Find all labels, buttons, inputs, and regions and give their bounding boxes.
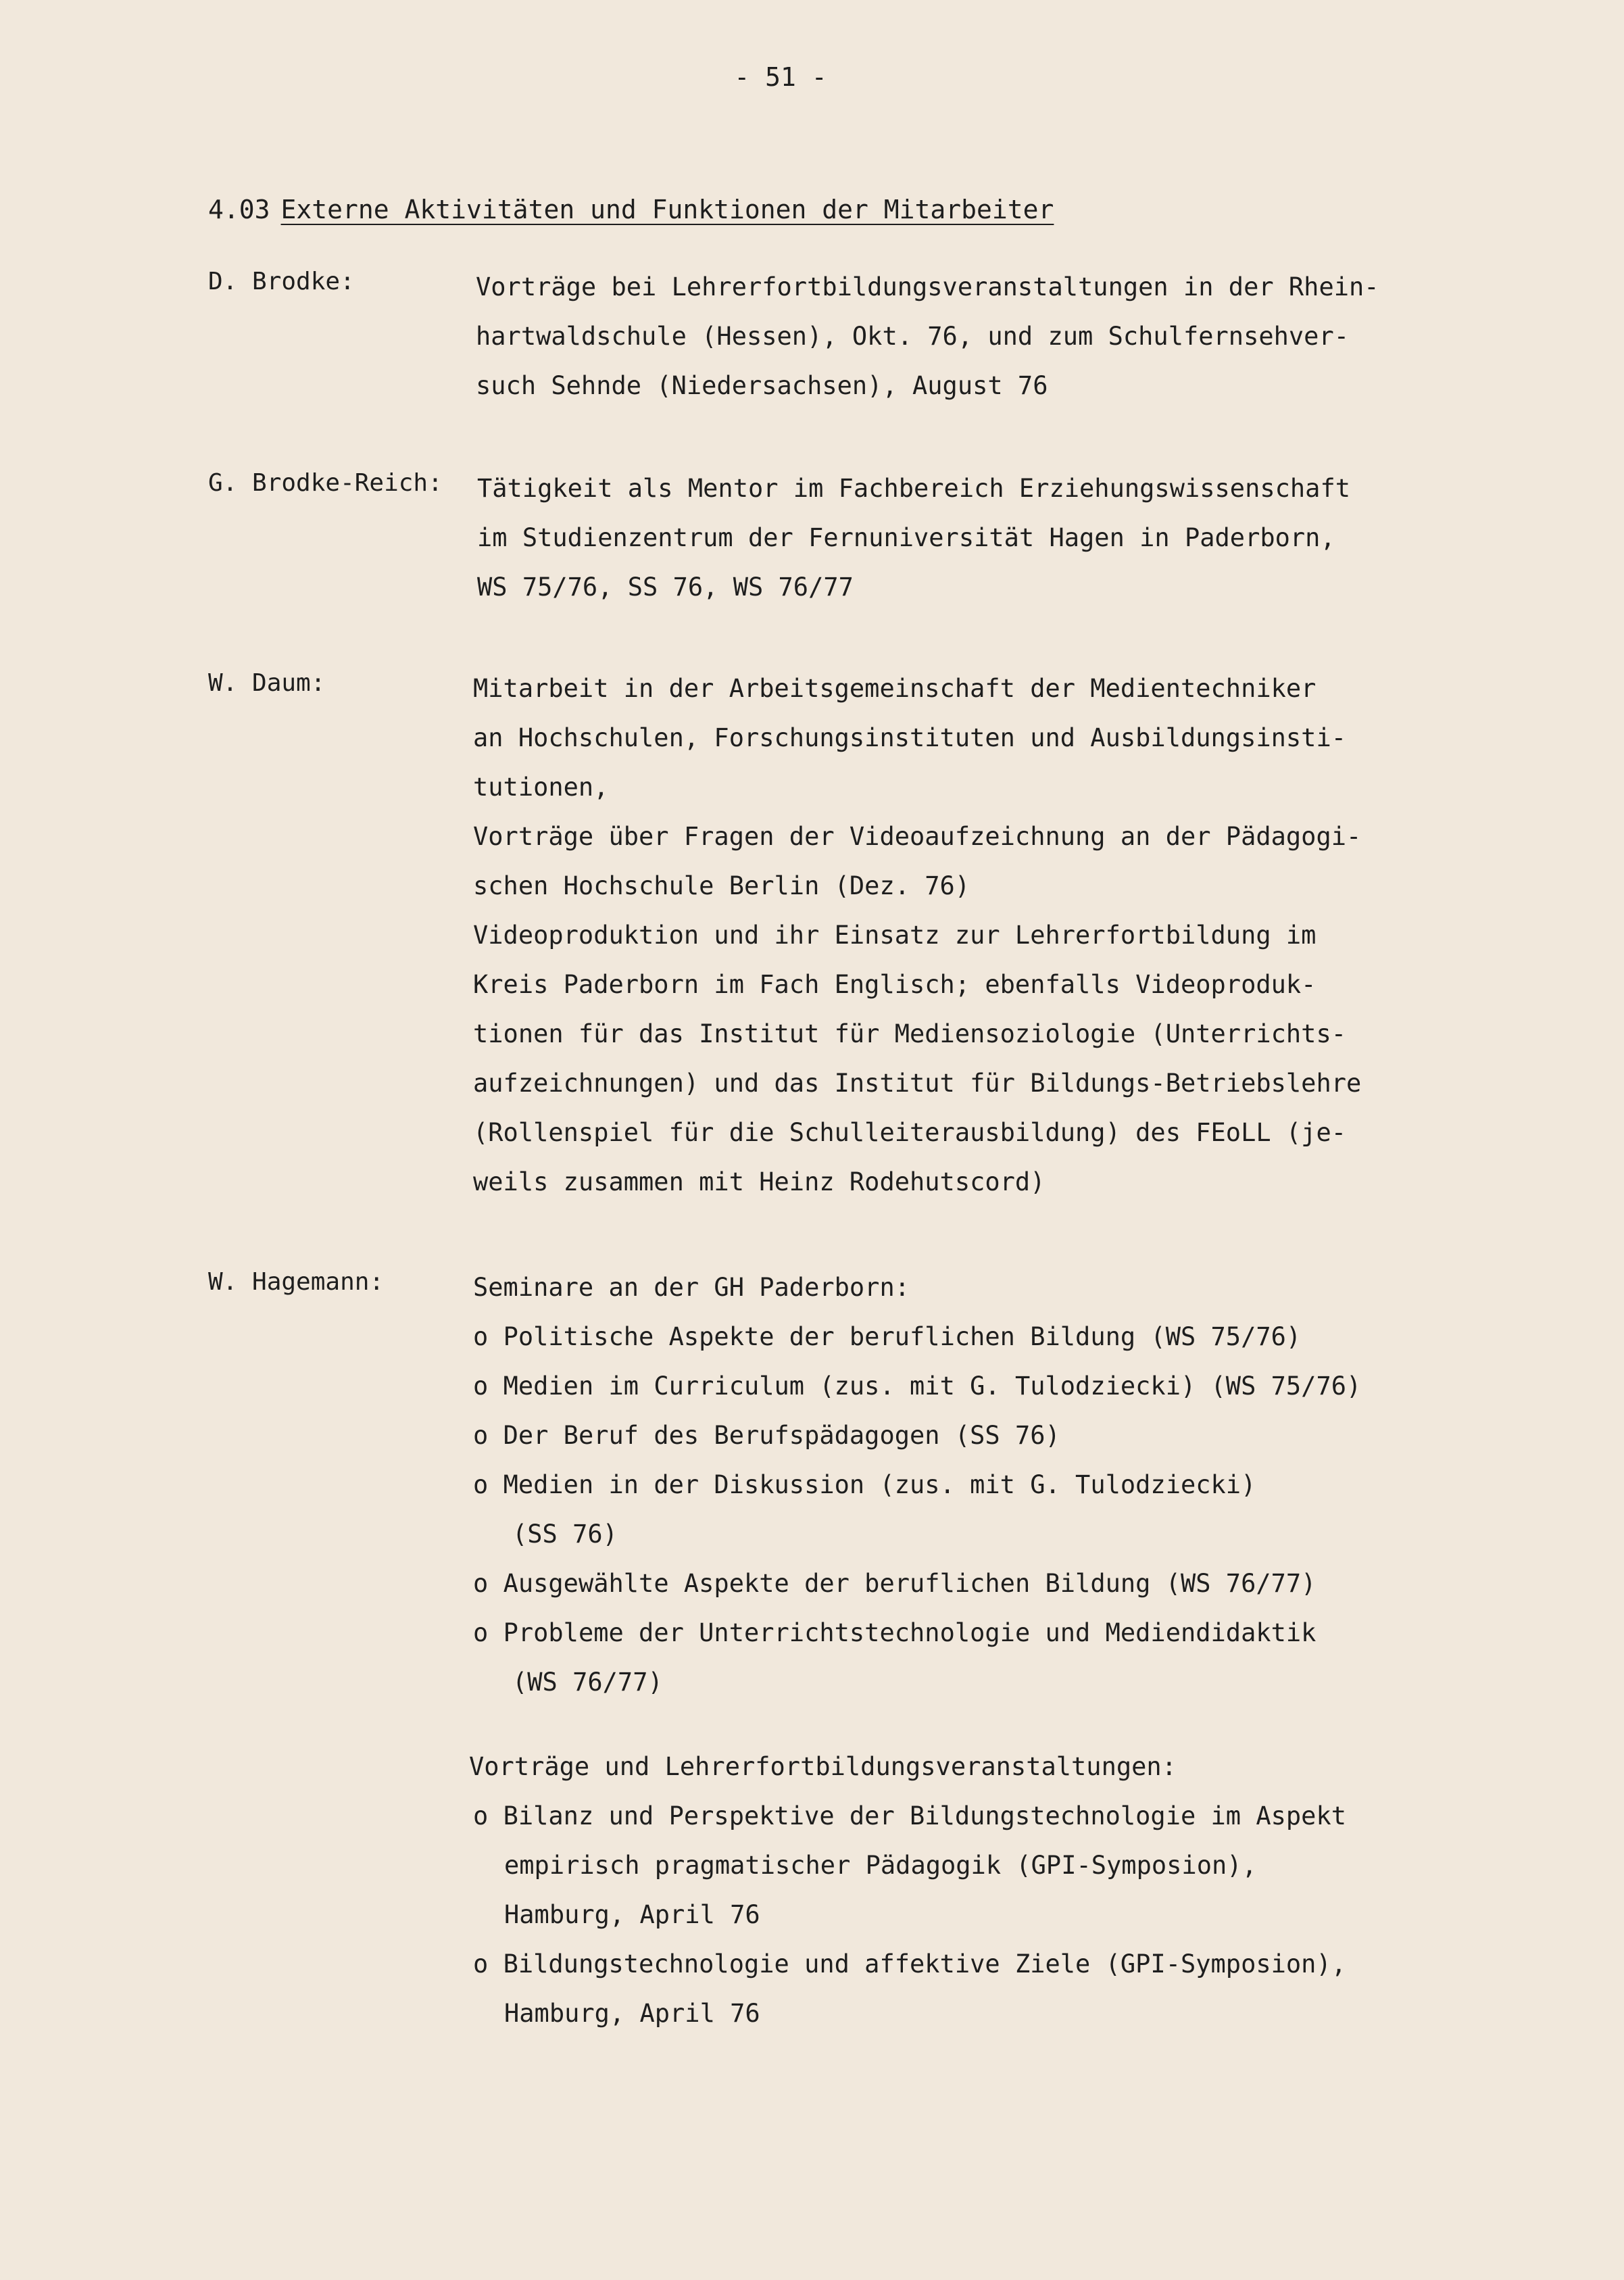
text-line: Tätigkeit als Mentor im Fachbereich Erziehungswissenschaft [477,474,1351,503]
bullet: o [473,1618,489,1647]
list-item-continuation: (WS 76/77) [512,1668,663,1697]
text-line: im Studienzentrum der Fernuniversität Hagen in Paderborn, [477,523,1335,552]
entry-content [473,664,1541,1207]
text-line: Videoproduktion und ihr Einsatz zur Lehrerfortbildung im [473,921,1317,950]
list-item-continuation: Hamburg, April 76 [504,1999,760,2028]
page-number: - 51 - [734,62,827,92]
bullet: o [473,1421,489,1450]
entry-name: D. Brodke: [208,268,355,295]
bullet: o [473,1569,489,1598]
list-item [473,1939,1541,1989]
list-item-text: Medien im Curriculum (zus. mit G. Tulodziecki) (WS 75/76) [503,1372,1362,1401]
list-item-text: Bilanz und Perspektive der Bildungstechnologie im Aspekt [503,1801,1347,1830]
entry-name: W. Daum: [208,669,326,697]
list-item [473,1608,1541,1657]
list-item [473,1312,1541,1361]
list-item-continuation: empirisch pragmatischer Pädagogik (GPI-Symposion), [504,1851,1257,1880]
text-line: tutionen, [473,773,609,802]
list-item-text: Ausgewählte Aspekte der beruflichen Bildung (WS 76/77) [503,1569,1317,1598]
list-item-continuation: (SS 76) [512,1520,618,1549]
text-line: (Rollenspiel für die Schulleiterausbildung) des FEoLL (je- [473,1118,1347,1147]
text-line: Kreis Paderborn im Fach Englisch; ebenfalls Videoproduk- [473,970,1317,999]
list-item [473,1411,1541,1460]
bullet: o [473,1372,489,1401]
text-line: Mitarbeit in der Arbeitsgemeinschaft der Medientechniker [473,674,1317,703]
list-item-text: Bildungstechnologie und affektive Ziele (GPI-Symposion), [503,1949,1347,1979]
list-item-text: Medien in der Diskussion (zus. mit G. Tulodziecki) [503,1470,1256,1499]
text-line: Vorträge über Fragen der Videoaufzeichnung an der Pädagogi- [473,822,1362,851]
entry-content [476,262,1544,410]
text-line: WS 75/76, SS 76, WS 76/77 [477,573,854,602]
text-line: Vorträge bei Lehrerfortbildungsveranstaltungen in der Rhein- [476,272,1379,301]
list-item [473,1460,1541,1509]
section-heading [208,195,1054,224]
list-item [473,1791,1541,1841]
text-line: aufzeichnungen) und das Institut für Bildungs-Betriebslehre [473,1069,1362,1098]
list-item-continuation: Hamburg, April 76 [504,1900,760,1929]
text-line: hartwaldschule (Hessen), Okt. 76, und zum Schulfernsehver- [476,322,1350,351]
bullet: o [473,1801,489,1830]
text-line: an Hochschulen, Forschungsinstituten und Ausbildungsinsti- [473,723,1347,752]
list-item-text: Probleme der Unterrichtstechnologie und Mediendidaktik [503,1618,1317,1647]
spacer [473,1707,1541,1742]
text-line: schen Hochschule Berlin (Dez. 76) [473,871,970,900]
section-number: 4.03 [208,195,270,224]
bullet: o [473,1470,489,1499]
bullet: o [473,1949,489,1979]
list-item [473,1361,1541,1411]
entry-content [477,464,1545,612]
entry-name: G. Brodke-Reich: [208,469,443,497]
text-line: tionen für das Institut für Mediensoziologie (Unterrichts- [473,1019,1347,1048]
text-line: such Sehnde (Niedersachsen), August 76 [476,371,1048,400]
list-item [473,1559,1541,1608]
bullet: o [473,1322,489,1351]
list-item-text: Politische Aspekte der beruflichen Bildung (WS 75/76) [503,1322,1302,1351]
section-title: Externe Aktivitäten und Funktionen der Mitarbeiter [280,195,1054,224]
entry-name: W. Hagemann: [208,1268,385,1296]
seminars-heading: Seminare an der GH Paderborn: [473,1273,910,1302]
list-item-text: Der Beruf des Berufspädagogen (SS 76) [503,1421,1060,1450]
entry-content [469,1263,1541,2038]
talks-heading: Vorträge und Lehrerfortbildungsveranstaltungen: [469,1752,1177,1781]
text-line: weils zusammen mit Heinz Rodehutscord) [473,1167,1045,1196]
